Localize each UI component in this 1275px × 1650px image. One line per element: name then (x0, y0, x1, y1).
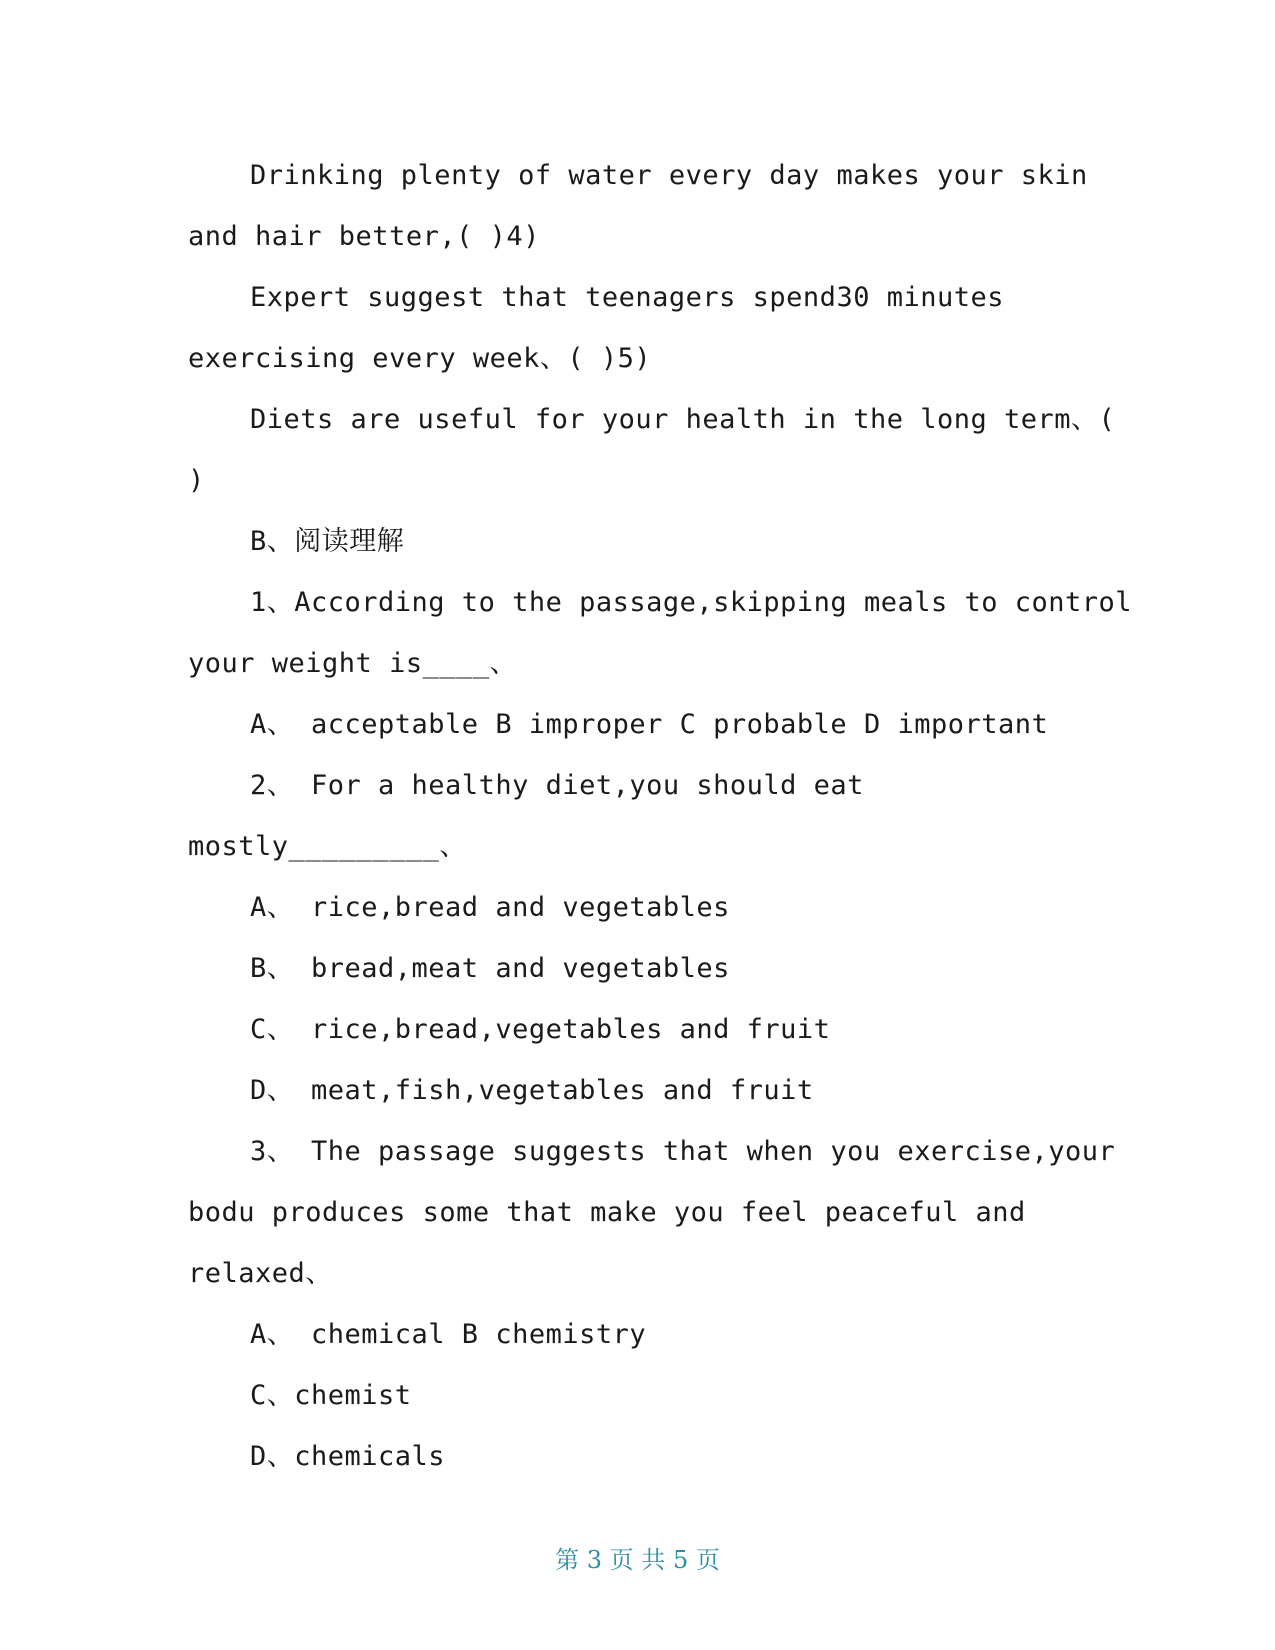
question-3-options-ab: A、 chemical B chemistry (250, 1319, 647, 1350)
text-line: Drinking plenty of water every day makes your skin (250, 160, 1088, 191)
text-line: mostly_________、 (188, 831, 467, 862)
question-2-option-d: D、 meat,fish,vegetables and fruit (250, 1075, 814, 1106)
question-2-option-c: C、 rice,bread,vegetables and fruit (250, 1014, 831, 1045)
text-line: Expert suggest that teenagers spend30 minutes (250, 282, 1004, 313)
document-body (188, 145, 1133, 1487)
text-line: exercising every week、( )5) (188, 343, 652, 374)
question-2-option-b: B、 bread,meat and vegetables (250, 953, 730, 984)
question-3-option-c: C、chemist (250, 1380, 412, 1411)
text-line: your weight is____、 (188, 648, 518, 679)
question-1-options: A、 acceptable B improper C probable D important (250, 709, 1049, 740)
page-number-footer: 第 3 页 共 5 页 (555, 1546, 720, 1574)
question-1: 1、According to the passage,skipping meals to control (250, 587, 1133, 618)
text-line: ) (188, 465, 205, 496)
question-2-option-a: A、 rice,bread and vegetables (250, 892, 730, 923)
question-2: 2、 For a healthy diet,you should eat (250, 770, 864, 801)
question-3: 3、 The passage suggests that when you exercise,your (250, 1136, 1116, 1167)
text-line: bodu produces some that make you feel peaceful and (188, 1197, 1026, 1228)
text-line: Diets are useful for your health in the long term、( (250, 404, 1116, 435)
question-3-option-d: D、chemicals (250, 1441, 446, 1472)
section-heading: B、阅读理解 (250, 526, 405, 557)
text-line: relaxed、 (188, 1258, 333, 1289)
text-line: and hair better,( )4) (188, 221, 540, 252)
